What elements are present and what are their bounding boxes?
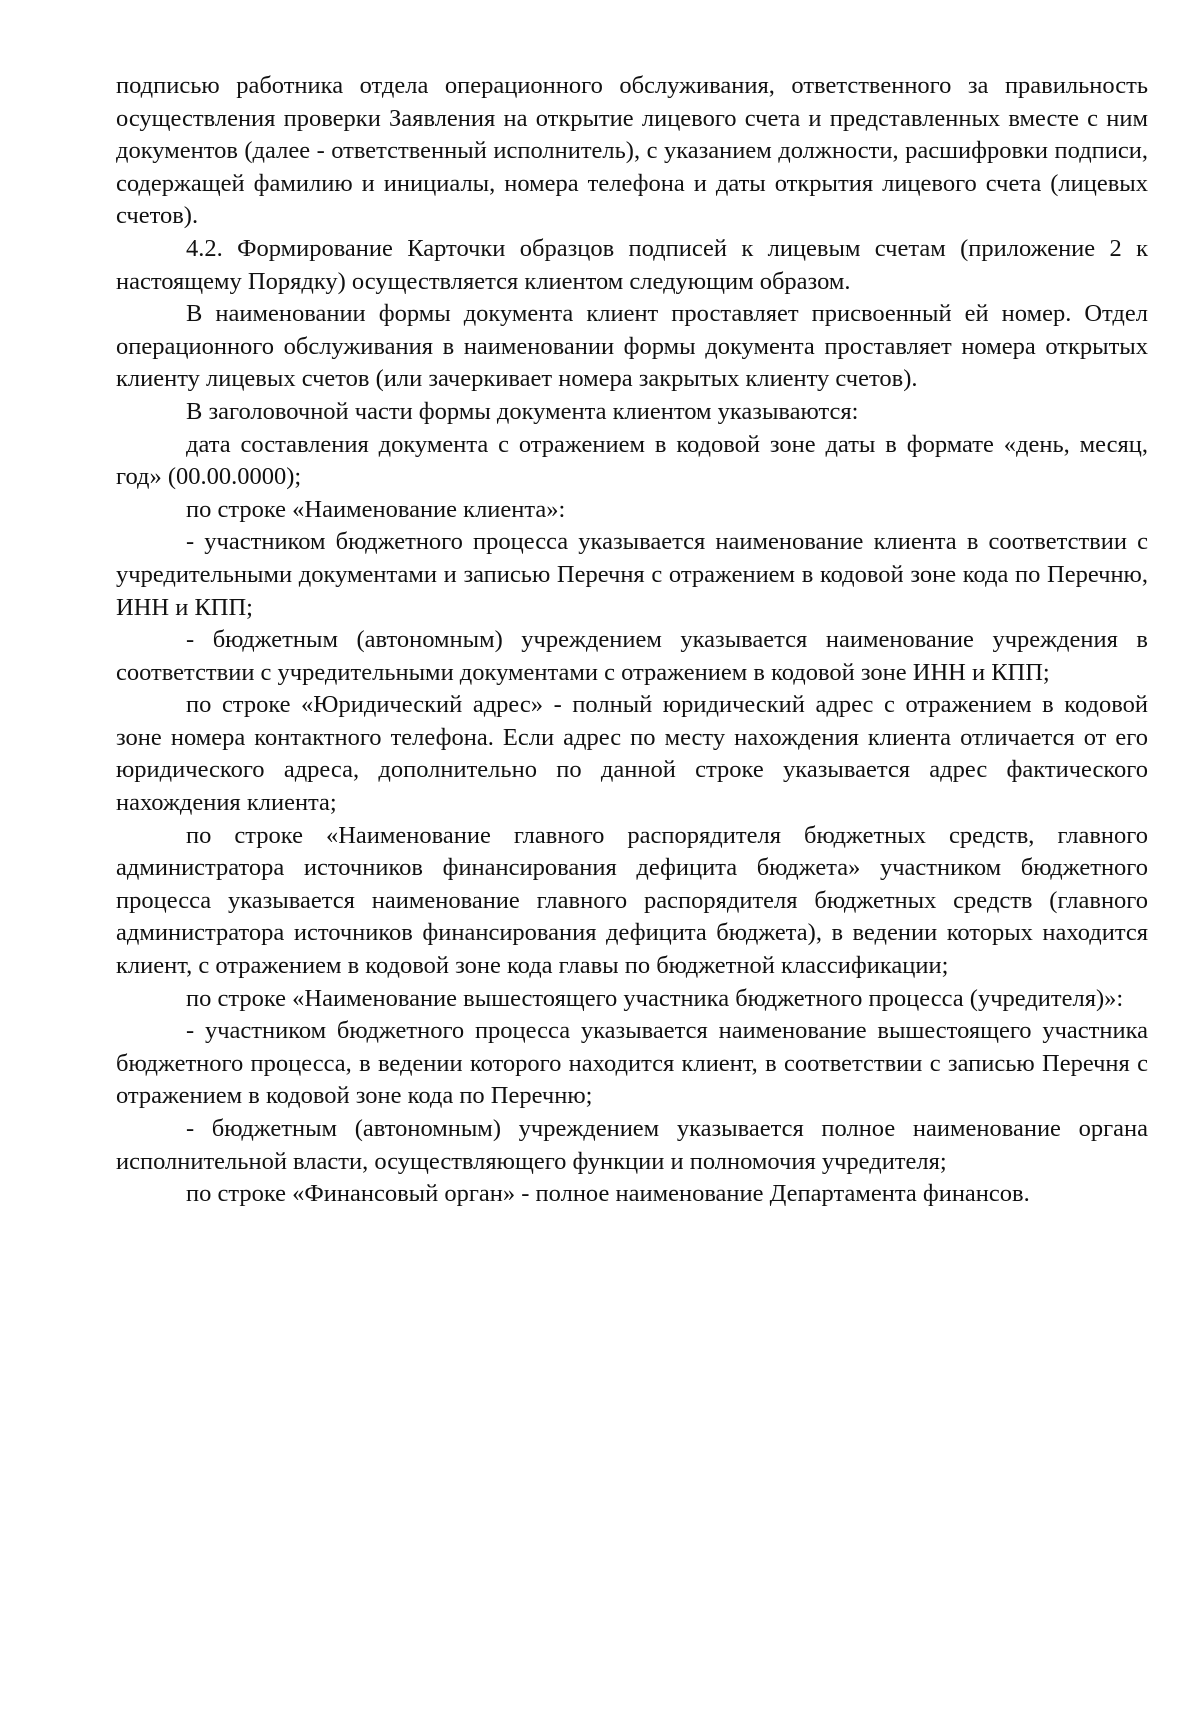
paragraph: В заголовочной части формы документа клиентом указываются: <box>186 397 859 425</box>
list-item: - бюджетным (автономным) учреждением указывается наименование учреждения в соответствии с учредительными документами с отражением в кодовой зоне ИНН и КПП; <box>116 626 1148 686</box>
list-item: - участником бюджетного процесса указывается наименование клиента в соответствии с учредительными документами и записью Перечня с отражением в кодовой зоне кода по Перечню, ИНН и КПП; <box>116 528 1148 621</box>
paragraph: по строке «Юридический адрес» - полный юридический адрес с отражением в кодовой зоне номера контактного телефона. Если адрес по месту нахождения клиента отличается от его юридического адреса, дополнительно по данной строке указывается адрес фактического нахождения клиента; <box>116 691 1148 817</box>
paragraph: по строке «Наименование главного распорядителя бюджетных средств, главного администратора источников финансирования дефицита бюджета» участником бюджетного процесса указывается наименование главного распорядителя бюджетных средств (главного администратора источников финансирования дефицита бюджета), в ведении которых находится клиент, с отражением в кодовой зоне кода главы по бюджетной классификации; <box>116 821 1148 980</box>
paragraph: В наименовании формы документа клиент проставляет присвоенный ей номер. Отдел операционного обслуживания в наименовании формы документа проставляет номера открытых клиенту лицевых счетов (или зачеркивает номера закрытых клиенту счетов). <box>116 300 1148 393</box>
paragraph: по строке «Наименование вышестоящего участника бюджетного процесса (учредителя)»: <box>186 984 1124 1012</box>
paragraph: по строке «Наименование клиента»: <box>186 495 566 523</box>
list-item: - участником бюджетного процесса указывается наименование вышестоящего участника бюджетного процесса, в ведении которого находится клиент, в соответствии с записью Перечня с отражением в кодовой зоне кода по Перечню; <box>116 1017 1148 1110</box>
paragraph: дата составления документа с отражением в кодовой зоне даты в формате «день, месяц, год» (00.00.0000); <box>116 430 1148 491</box>
document-body <box>116 70 1148 1211</box>
paragraph-section-4-2: 4.2. Формирование Карточки образцов подписей к лицевым счетам (приложение 2 к настоящему Порядку) осуществляется клиентом следующим образом. <box>116 234 1148 295</box>
list-item: - бюджетным (автономным) учреждением указывается полное наименование органа исполнительной власти, осуществляющего функции и полномочия учредителя; <box>116 1115 1148 1175</box>
paragraph: по строке «Финансовый орган» - полное наименование Департамента финансов. <box>186 1180 1030 1208</box>
paragraph: подписью работника отдела операционного обслуживания, ответственного за правильность осуществления проверки Заявления на открытие лицевого счета и представленных вместе с ним документов (далее - ответственный исполнитель), с указанием должности, расшифровки подписи, содержащей фамилию и инициалы, номера телефона и даты открытия лицевого счета (лицевых счетов). <box>116 72 1148 230</box>
